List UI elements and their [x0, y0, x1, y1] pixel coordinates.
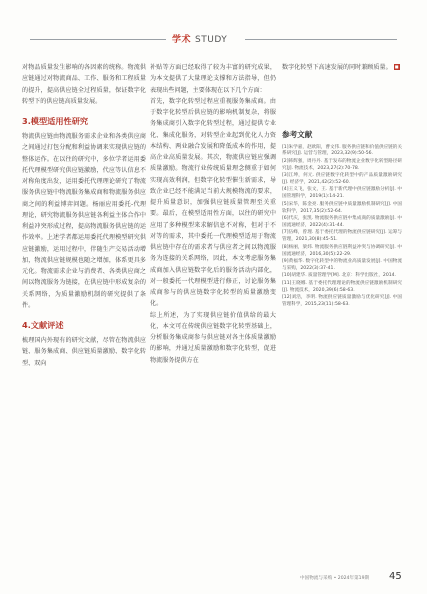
page-footer [0, 572, 427, 586]
paragraph: 综上所述，为了实现供应链价值供给的最大化，本文可在传统供应链数字化转型基础上，分析服务集成商参与供应链对各主体质量激励的影响，并通过质量激励和数字化转型，促进物流服务提供方在 [150, 311, 276, 364]
references-list [282, 145, 402, 309]
section-heading-3: 3.模型适用性研究 [22, 116, 89, 126]
paragraph [282, 62, 402, 73]
reference-item: [10]胡建华. 质量管理学[M]. 北京：科学出版社，2014. [282, 273, 397, 279]
paragraph: 物流供应链由物流服务需求企业和各类供应商之间通过打包分配和利益协调来实现供应链的整体运作。在以往的研究中，多位学者运用委托代理模型研究供应链激励，代应等认信息不对称角度出发，运用委托代理理论研究了物流服务供应链中物流服务集成商和物流服务供应商之间的利益博弈问题。杨丽应用委托-代理理论，研究物流服务供应链各利益主体合作中利益冲突形成过程，提高物流服务供应链的运作效率。上述学者都运用委托代理模型研究供应链激励，运用过程中，伴随生产交易活动增加，物流供应链规模也随之增加，体系更具多元化。物流需求企业与消费者、各类供应商之间以物流服务为链接，在供应链中形成复杂的关系网络，为质量激励机制的研究提供了条件。 [22, 133, 146, 309]
column-1 [22, 62, 146, 369]
references-title: 参考文献 [282, 130, 313, 140]
section-tag-en: STUDY [195, 35, 228, 45]
end-mark-icon: ■ [394, 64, 399, 69]
reference-item: [5]宋华，陈金亮. 服务供应链中质量激励机制研究[J]. 中国软科学，2017,35(2):52-64. [282, 201, 402, 214]
reference-item: [9]黄福华. 数字化转型中的物流业高质量发展[J]. 中国物流与采购，2022(3):37-41. [282, 259, 402, 271]
paragraph: 对物品质量发生影响的各因素的统称。物流供应链通过对物流商品、工作、服务和工程质量的提升，提高供应链全过程质量，保证数字化转型下的供应链高质量发展。 [22, 64, 146, 105]
column-3 [282, 62, 402, 309]
header-rule-right [245, 39, 397, 40]
reference-item: [8]杨丽，梁炜. 物流服务供应链利益冲突与协调研究[J]. 中国流通经济，2016,30(5):22-29. [282, 244, 402, 257]
reference-item: [3]江坤，何元. 供应链数字化转型中的产品质量激励研究[J]. 经济学，2021,42(2):52-60. [282, 173, 402, 186]
paragraph-text: 数字化转型下高速发展的同时兼顾质量。 [282, 64, 392, 71]
page-number: 45 [389, 571, 402, 582]
section-tag-cn: 学术 [172, 35, 192, 45]
column-2 [150, 62, 276, 366]
reference-item: [11]王晓娜. 基于委托代理理论的物流供应链激励机制研究[J]. 物流技术，2020,39(6):58-63. [282, 280, 402, 293]
reference-item: [6]代庆，张凯. 物流服务供应链中集成商的质量激励[J]. 中国流通经济，2022(4):31-44. [282, 216, 402, 228]
paragraph: 首先，数字化转型过程应重视服务集成商。由于数字化转型后供应链的影响机制复杂，将服务集成商引入数字化转型过程，通过提供专业化、集成化服务，对转型企业起到优化人力资本结构、两业融合发展和降低成本的作用，提高企业高质量发展。其次，物流供应链应强调质量激励。物流行业传统质量理念侧重于如何实现高效利润，但数字化转型催生新需求，导致企业已经不能满足当前大规模物流的要求，提升质量意识，加强供应链质量管理至关重要。最后，在模型适用性方面，以往的研究中应用了多种模型来求解信息不对称，但对于不对等的需求，其中委托一代理模型适用于物流供应链中存在的需求者与供应者之间以物流服务为连接的关系网络，因此，本文考虑服务集成商加入供应链数字化后的服务活动内部化，对一般委托一代理模型进行修正，讨论服务集成商参与的供应链数字化转型的质量激励变化。 [150, 97, 276, 308]
paragraph: 梳理国内外现有的研究文献，尽管在物流供应链、服务集成商、供应链质量激励、数字化转型、双向 [22, 337, 146, 367]
reference-item: [2]韩辉强，周丹丹. 基于发布的物流企业数字化转型路径研究[J]. 物流技术，2023,27(2):70-78. [282, 158, 402, 171]
paragraph: 补贴等方面已经取得了较为丰富的研究成果，为本文提供了大量理论支撑和方法指导，但仍表现出些问题，主要体现在以下几个方面： [150, 64, 276, 94]
section-heading-4: 4.文献评述 [22, 320, 64, 330]
page-header [0, 30, 427, 50]
reference-item: [1]朱学嘉，赵欧阳，曹文伟. 服务供应链和价值供应链的关系研究[J]. 运营与管理，2023,32(9):50-56. [282, 144, 402, 157]
header-rule-left [30, 39, 166, 40]
section-tag [172, 32, 227, 45]
journal-source: 中国物流与采购 • 2024年第19期 [300, 576, 370, 581]
reference-item: [4]王义飞，张文，王. 基于新代理中供应链激励分析[J]. 中国管理科学，2019(1):14-21. [282, 187, 402, 200]
reference-item: [12]刘浩，李明. 物流供应链质量激励与优化研究[J]. 中国管理科学，2015,23(11):58-63. [282, 295, 402, 307]
reference-item: [7]伍峰，曾理. 基于委托代理的物流供应链研究[J]. 运筹与管理，2021,30(8):45-51. [282, 230, 402, 243]
